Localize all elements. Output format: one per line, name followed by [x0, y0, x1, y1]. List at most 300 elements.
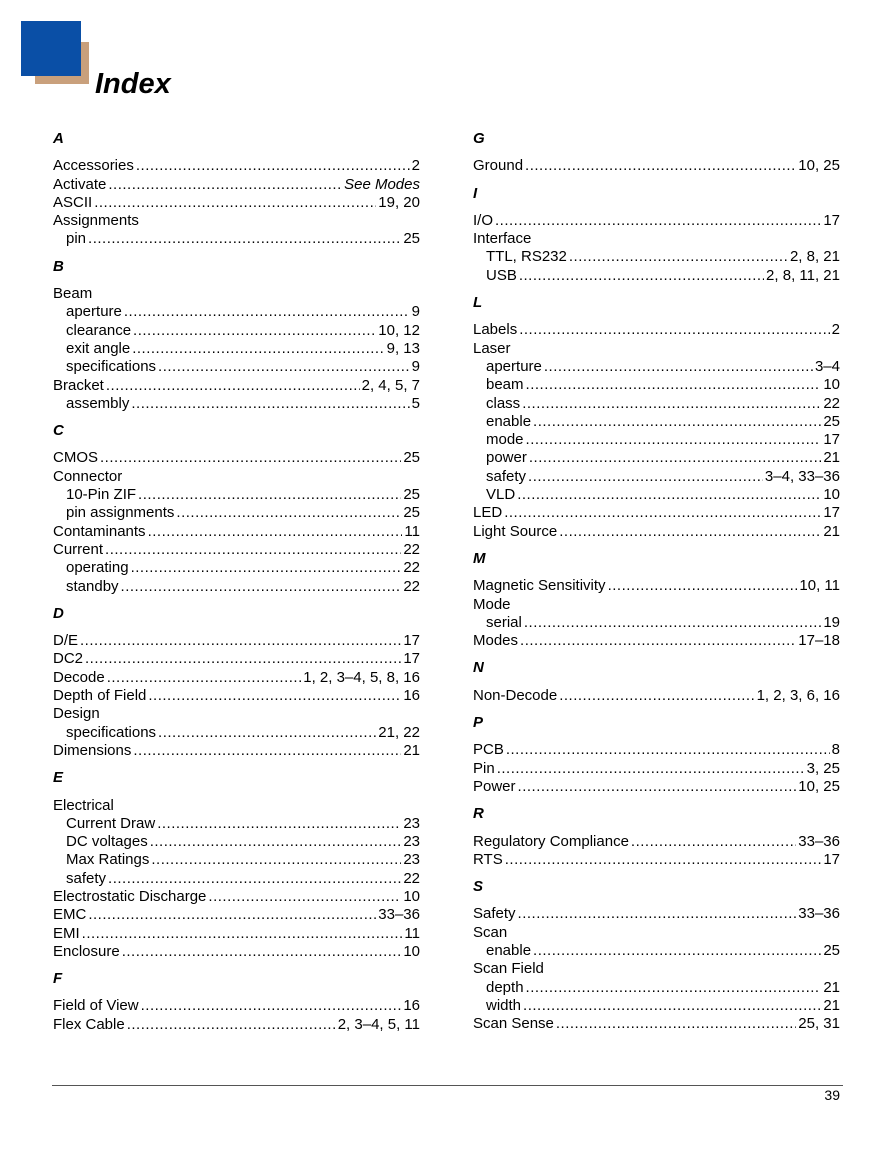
entry-term: Depth of Field: [53, 687, 147, 705]
index-subentry: [53, 358, 420, 376]
entry-pages: 17: [823, 850, 840, 868]
entry-term: Mode: [473, 595, 511, 613]
entry-term: Scan: [473, 923, 508, 941]
entry-pages: 25: [403, 486, 420, 504]
entry-pages: 19: [823, 613, 840, 631]
entry-pages: 9: [411, 358, 420, 376]
entry-term: EMC: [53, 906, 87, 924]
section-letter: D: [53, 604, 64, 622]
entry-term: Current Draw: [66, 814, 156, 832]
entry-term: beam: [486, 376, 524, 394]
dot-leader: [569, 248, 788, 266]
index-subentry: [53, 230, 420, 248]
index-subentry: [473, 413, 840, 431]
index-section: [53, 422, 420, 596]
entry-pages: 21: [403, 741, 420, 759]
index-entry: [53, 176, 420, 194]
dot-leader: [544, 358, 813, 376]
index-entry: [473, 577, 840, 595]
index-entry: [53, 541, 420, 559]
index-section: [473, 805, 840, 869]
index-entry: [473, 960, 840, 978]
dot-leader: [133, 742, 401, 760]
dot-leader: [150, 833, 402, 851]
index-entry: [53, 797, 420, 815]
entry-pages: 33–36: [378, 906, 420, 924]
entry-term: power: [486, 449, 527, 467]
entry-term: Regulatory Compliance: [473, 832, 629, 850]
index-subentry: [473, 997, 840, 1015]
entry-term: TTL, RS232: [486, 248, 567, 266]
dot-leader: [121, 578, 402, 596]
entry-term: Modes: [473, 632, 519, 650]
index-subentry: [473, 267, 840, 285]
index-entry: [473, 833, 840, 851]
entry-pages: 16: [403, 687, 420, 705]
entry-pages: 21, 22: [378, 723, 420, 741]
dot-leader: [631, 833, 796, 851]
dot-leader: [124, 303, 410, 321]
entry-term: enable: [486, 941, 532, 959]
index-entry: [53, 377, 420, 395]
index-entry: [53, 742, 420, 760]
dot-leader: [526, 431, 822, 449]
entry-term: Magnetic Sensitivity: [473, 577, 606, 595]
section-letter: G: [473, 130, 485, 147]
dot-leader: [85, 650, 401, 668]
entry-term: specifications: [66, 358, 157, 376]
dot-leader: [505, 851, 822, 869]
index-subentry: [53, 870, 420, 888]
dot-leader: [88, 906, 376, 924]
index-entry: [53, 632, 420, 650]
entry-term: serial: [486, 613, 522, 631]
entry-term: aperture: [66, 303, 122, 321]
section-letter: N: [473, 659, 484, 677]
index-entry: [53, 285, 420, 303]
index-section: [473, 550, 840, 650]
entry-term: D/E: [53, 632, 79, 650]
index-section: [473, 714, 840, 796]
index-subentry: [53, 395, 420, 413]
dot-leader: [82, 925, 403, 943]
section-letter: R: [473, 805, 484, 823]
entry-term: aperture: [486, 357, 542, 375]
entry-pages: 23: [403, 833, 420, 851]
entry-term: Electrostatic Discharge: [53, 887, 207, 905]
dot-leader: [497, 760, 805, 778]
dot-leader: [517, 486, 821, 504]
section-letter: I: [473, 184, 478, 202]
entry-pages: 2, 3–4, 5, 11: [337, 1015, 420, 1033]
index-subentry: [53, 724, 420, 742]
entry-term: Beam: [53, 285, 93, 303]
entry-pages: 25: [403, 504, 420, 522]
entry-pages: 9, 13: [386, 339, 420, 357]
index-section: [473, 130, 840, 176]
index-entry: [473, 230, 840, 248]
dot-leader: [148, 687, 401, 705]
section-letter: C: [53, 422, 64, 440]
dot-leader: [518, 778, 797, 796]
index-subentry: [53, 578, 420, 596]
entry-pages: 10, 25: [798, 157, 840, 175]
index-subentry: [473, 468, 840, 486]
entry-term: DC voltages: [66, 833, 148, 851]
index-subentry: [473, 979, 840, 997]
entry-term: Power: [473, 777, 516, 795]
entry-pages: 23: [403, 814, 420, 832]
entry-term: Bracket: [53, 376, 104, 394]
entry-term: Ground: [473, 157, 524, 175]
entry-pages: 11: [404, 924, 420, 942]
entry-term: Design: [53, 705, 100, 723]
entry-pages: 21: [823, 978, 840, 996]
index-section: [53, 130, 420, 249]
entry-pages: 10: [823, 376, 840, 394]
dot-leader: [519, 267, 764, 285]
entry-pages: 16: [403, 997, 420, 1015]
dot-leader: [528, 468, 763, 486]
dot-leader: [138, 486, 401, 504]
entry-pages: 2: [831, 321, 840, 339]
dot-leader: [105, 541, 401, 559]
entry-pages: 22: [823, 394, 840, 412]
entry-term: LED: [473, 504, 503, 522]
entry-pages: 1, 2, 3–4, 5, 8, 16: [303, 668, 420, 686]
index-entry: [473, 321, 840, 339]
dot-leader: [533, 942, 821, 960]
index-entry: [53, 468, 420, 486]
dot-leader: [158, 358, 410, 376]
index-entry: [53, 650, 420, 668]
entry-term: Decode: [53, 668, 105, 686]
index-subentry: [53, 504, 420, 522]
section-letter: P: [473, 714, 484, 732]
dot-leader: [526, 979, 822, 997]
section-letter: M: [473, 549, 486, 567]
index-subentry: [473, 449, 840, 467]
index-subentry: [473, 486, 840, 504]
index-subentry: [53, 486, 420, 504]
section-letter: B: [53, 257, 64, 275]
entry-term: Accessories: [53, 157, 134, 175]
index-entry: [53, 997, 420, 1015]
entry-pages: 17–18: [798, 632, 840, 650]
index-section: [53, 258, 420, 413]
entry-pages: 3–4: [814, 357, 840, 375]
dot-leader: [127, 1016, 336, 1034]
dot-leader: [133, 322, 376, 340]
dot-leader: [131, 395, 409, 413]
dot-leader: [525, 157, 796, 175]
entry-term: Field of View: [53, 997, 139, 1015]
index-section: [473, 185, 840, 285]
index-entry: [53, 669, 420, 687]
entry-pages: 21: [823, 996, 840, 1014]
entry-pages: 25, 31: [798, 1015, 840, 1033]
dot-leader: [141, 997, 402, 1015]
entry-term: Max Ratings: [66, 851, 150, 869]
dot-leader: [176, 504, 401, 522]
section-letter: A: [53, 130, 64, 147]
entry-pages: 17: [823, 211, 840, 229]
entry-pages: 25: [823, 941, 840, 959]
entry-pages: 10, 12: [378, 321, 420, 339]
index-entry: [473, 596, 840, 614]
index-subentry: [473, 358, 840, 376]
entry-term: Non-Decode: [473, 686, 558, 704]
index-subentry: [473, 376, 840, 394]
section-letter: F: [53, 970, 63, 988]
dot-leader: [533, 413, 821, 431]
index-entry: [473, 632, 840, 650]
entry-pages: 2: [411, 157, 420, 175]
index-subentry: [53, 815, 420, 833]
entry-term: class: [486, 394, 521, 412]
dot-leader: [556, 1015, 796, 1033]
index-entry: [473, 687, 840, 705]
dot-leader: [94, 194, 376, 212]
entry-term: I/O: [473, 211, 494, 229]
entry-term: Scan Sense: [473, 1015, 554, 1033]
index-entry: [473, 340, 840, 358]
entry-pages: 33–36: [798, 832, 840, 850]
index-entry: [53, 157, 420, 175]
dot-leader: [148, 523, 403, 541]
index-entry: [473, 212, 840, 230]
dot-leader: [136, 157, 410, 175]
index-entry: [53, 906, 420, 924]
entry-term: Current: [53, 540, 104, 558]
index-section: [53, 769, 420, 961]
dot-leader: [88, 230, 401, 248]
dot-leader: [106, 377, 360, 395]
index-subentry: [53, 559, 420, 577]
entry-term: 10-Pin ZIF: [66, 486, 137, 504]
entry-term: RTS: [473, 850, 503, 868]
dot-leader: [132, 340, 384, 358]
entry-term: Electrical: [53, 796, 114, 814]
entry-term: Enclosure: [53, 942, 120, 960]
dot-leader: [520, 632, 796, 650]
dot-leader: [524, 614, 821, 632]
index-subentry: [53, 833, 420, 851]
index-entry: [53, 888, 420, 906]
entry-pages: 22: [403, 577, 420, 595]
dot-leader: [108, 176, 342, 194]
entry-term: Assignments: [53, 212, 139, 230]
index-subentry: [473, 248, 840, 266]
dot-leader: [157, 815, 401, 833]
index-entry: [473, 504, 840, 522]
entry-pages: 2, 8, 21: [789, 248, 840, 266]
dot-leader: [504, 504, 821, 522]
entry-term: ASCII: [53, 193, 93, 211]
entry-pages: 11: [404, 522, 420, 540]
index-subentry: [53, 340, 420, 358]
entry-term: PCB: [473, 741, 504, 759]
entry-pages: 10, 25: [798, 777, 840, 795]
entry-term: EMI: [53, 924, 80, 942]
index-section: [53, 970, 420, 1034]
section-letter: S: [473, 878, 484, 896]
index-entry: [473, 778, 840, 796]
dot-leader: [559, 687, 754, 705]
entry-pages: 22: [403, 559, 420, 577]
entry-pages: 17: [823, 504, 840, 522]
index-section: [473, 878, 840, 1033]
entry-term: Flex Cable: [53, 1015, 125, 1033]
dot-leader: [529, 449, 821, 467]
entry-pages: 1, 2, 3, 6, 16: [756, 686, 840, 704]
entry-pages: 21: [823, 522, 840, 540]
entry-term: Laser: [473, 339, 511, 357]
dot-leader: [80, 632, 401, 650]
entry-term: Labels: [473, 321, 518, 339]
dot-leader: [559, 523, 821, 541]
index-entry: [53, 925, 420, 943]
index-subentry: [473, 431, 840, 449]
entry-pages: 33–36: [798, 905, 840, 923]
entry-term: DC2: [53, 650, 84, 668]
entry-pages: 22: [403, 869, 420, 887]
index-section: [53, 605, 420, 760]
entry-pages: 2, 8, 11, 21: [766, 266, 840, 284]
entry-pages: 10: [823, 486, 840, 504]
index-entry: [473, 905, 840, 923]
entry-pages: 19, 20: [378, 193, 420, 211]
entry-term: Interface: [473, 230, 532, 248]
entry-term: Contaminants: [53, 522, 146, 540]
entry-term: depth: [486, 978, 524, 996]
entry-term: Pin: [473, 759, 495, 777]
entry-term: Dimensions: [53, 741, 132, 759]
index-entry: [473, 523, 840, 541]
index-entry: [53, 687, 420, 705]
index-entry: [53, 1016, 420, 1034]
dot-leader: [122, 943, 402, 961]
entry-term: standby: [66, 577, 119, 595]
entry-pages: 17: [823, 431, 840, 449]
dot-leader: [208, 888, 401, 906]
index-subentry: [53, 303, 420, 321]
index-section: [473, 294, 840, 541]
entry-term: Connector: [53, 467, 123, 485]
entry-term: clearance: [66, 321, 132, 339]
entry-pages: 8: [831, 741, 840, 759]
entry-term: width: [486, 996, 522, 1014]
entry-term: Light Source: [473, 522, 558, 540]
entry-pages: 21: [823, 449, 840, 467]
index-entry: [473, 741, 840, 759]
dot-leader: [151, 851, 401, 869]
footer-rule: [52, 1085, 843, 1086]
entry-term: safety: [486, 467, 527, 485]
entry-pages: 25: [403, 230, 420, 248]
index-entry: [53, 449, 420, 467]
index-entry: [53, 943, 420, 961]
index-entry: [53, 212, 420, 230]
entry-pages: See Modes: [344, 175, 420, 193]
entry-term: Safety: [473, 905, 516, 923]
entry-pages: 9: [411, 303, 420, 321]
index-entry: [473, 851, 840, 869]
entry-pages: 23: [403, 851, 420, 869]
dot-leader: [100, 449, 401, 467]
index-subentry: [473, 942, 840, 960]
entry-pages: 17: [403, 650, 420, 668]
entry-pages: 5: [411, 394, 420, 412]
section-letter: E: [53, 769, 64, 787]
dot-leader: [495, 212, 821, 230]
index-entry: [473, 760, 840, 778]
entry-term: Scan Field: [473, 960, 544, 978]
entry-term: operating: [66, 559, 129, 577]
index-entry: [473, 157, 840, 175]
index-entry: [473, 1015, 840, 1033]
dot-leader: [107, 669, 302, 687]
entry-term: assembly: [66, 394, 130, 412]
index-section: [473, 659, 840, 705]
entry-pages: 2, 4, 5, 7: [361, 376, 420, 394]
page-number: 39: [824, 1087, 840, 1103]
index-subentry: [473, 395, 840, 413]
entry-pages: 10: [403, 887, 420, 905]
index-subentry: [53, 851, 420, 869]
entry-term: Activate: [53, 175, 107, 193]
entry-term: pin assignments: [66, 504, 175, 522]
dot-leader: [108, 870, 401, 888]
entry-pages: 10, 11: [799, 577, 840, 595]
entry-pages: 25: [403, 449, 420, 467]
entry-pages: 17: [403, 632, 420, 650]
entry-term: USB: [486, 266, 517, 284]
dot-leader: [518, 905, 797, 923]
logo-blue-square: [21, 21, 81, 76]
index-entry: [53, 705, 420, 723]
index-subentry: [473, 614, 840, 632]
entry-term: VLD: [486, 486, 516, 504]
index-column-right: [473, 126, 840, 1033]
entry-pages: 10: [403, 942, 420, 960]
entry-pages: 25: [823, 412, 840, 430]
entry-term: safety: [66, 869, 107, 887]
entry-term: pin: [66, 230, 87, 248]
entry-pages: 3, 25: [806, 759, 840, 777]
index-entry: [473, 924, 840, 942]
dot-leader: [526, 376, 822, 394]
index-entry: [53, 194, 420, 212]
index-subentry: [53, 322, 420, 340]
entry-pages: 22: [403, 540, 420, 558]
entry-term: exit angle: [66, 339, 131, 357]
index-entry: [53, 523, 420, 541]
dot-leader: [131, 559, 402, 577]
dot-leader: [608, 577, 798, 595]
page-title: Index: [95, 68, 171, 100]
entry-term: enable: [486, 412, 532, 430]
dot-leader: [523, 997, 821, 1015]
entry-term: specifications: [66, 723, 157, 741]
dot-leader: [522, 395, 821, 413]
dot-leader: [506, 741, 830, 759]
entry-term: CMOS: [53, 449, 98, 467]
dot-leader: [519, 321, 829, 339]
dot-leader: [158, 724, 376, 742]
entry-term: mode: [486, 431, 524, 449]
section-letter: L: [473, 294, 483, 312]
